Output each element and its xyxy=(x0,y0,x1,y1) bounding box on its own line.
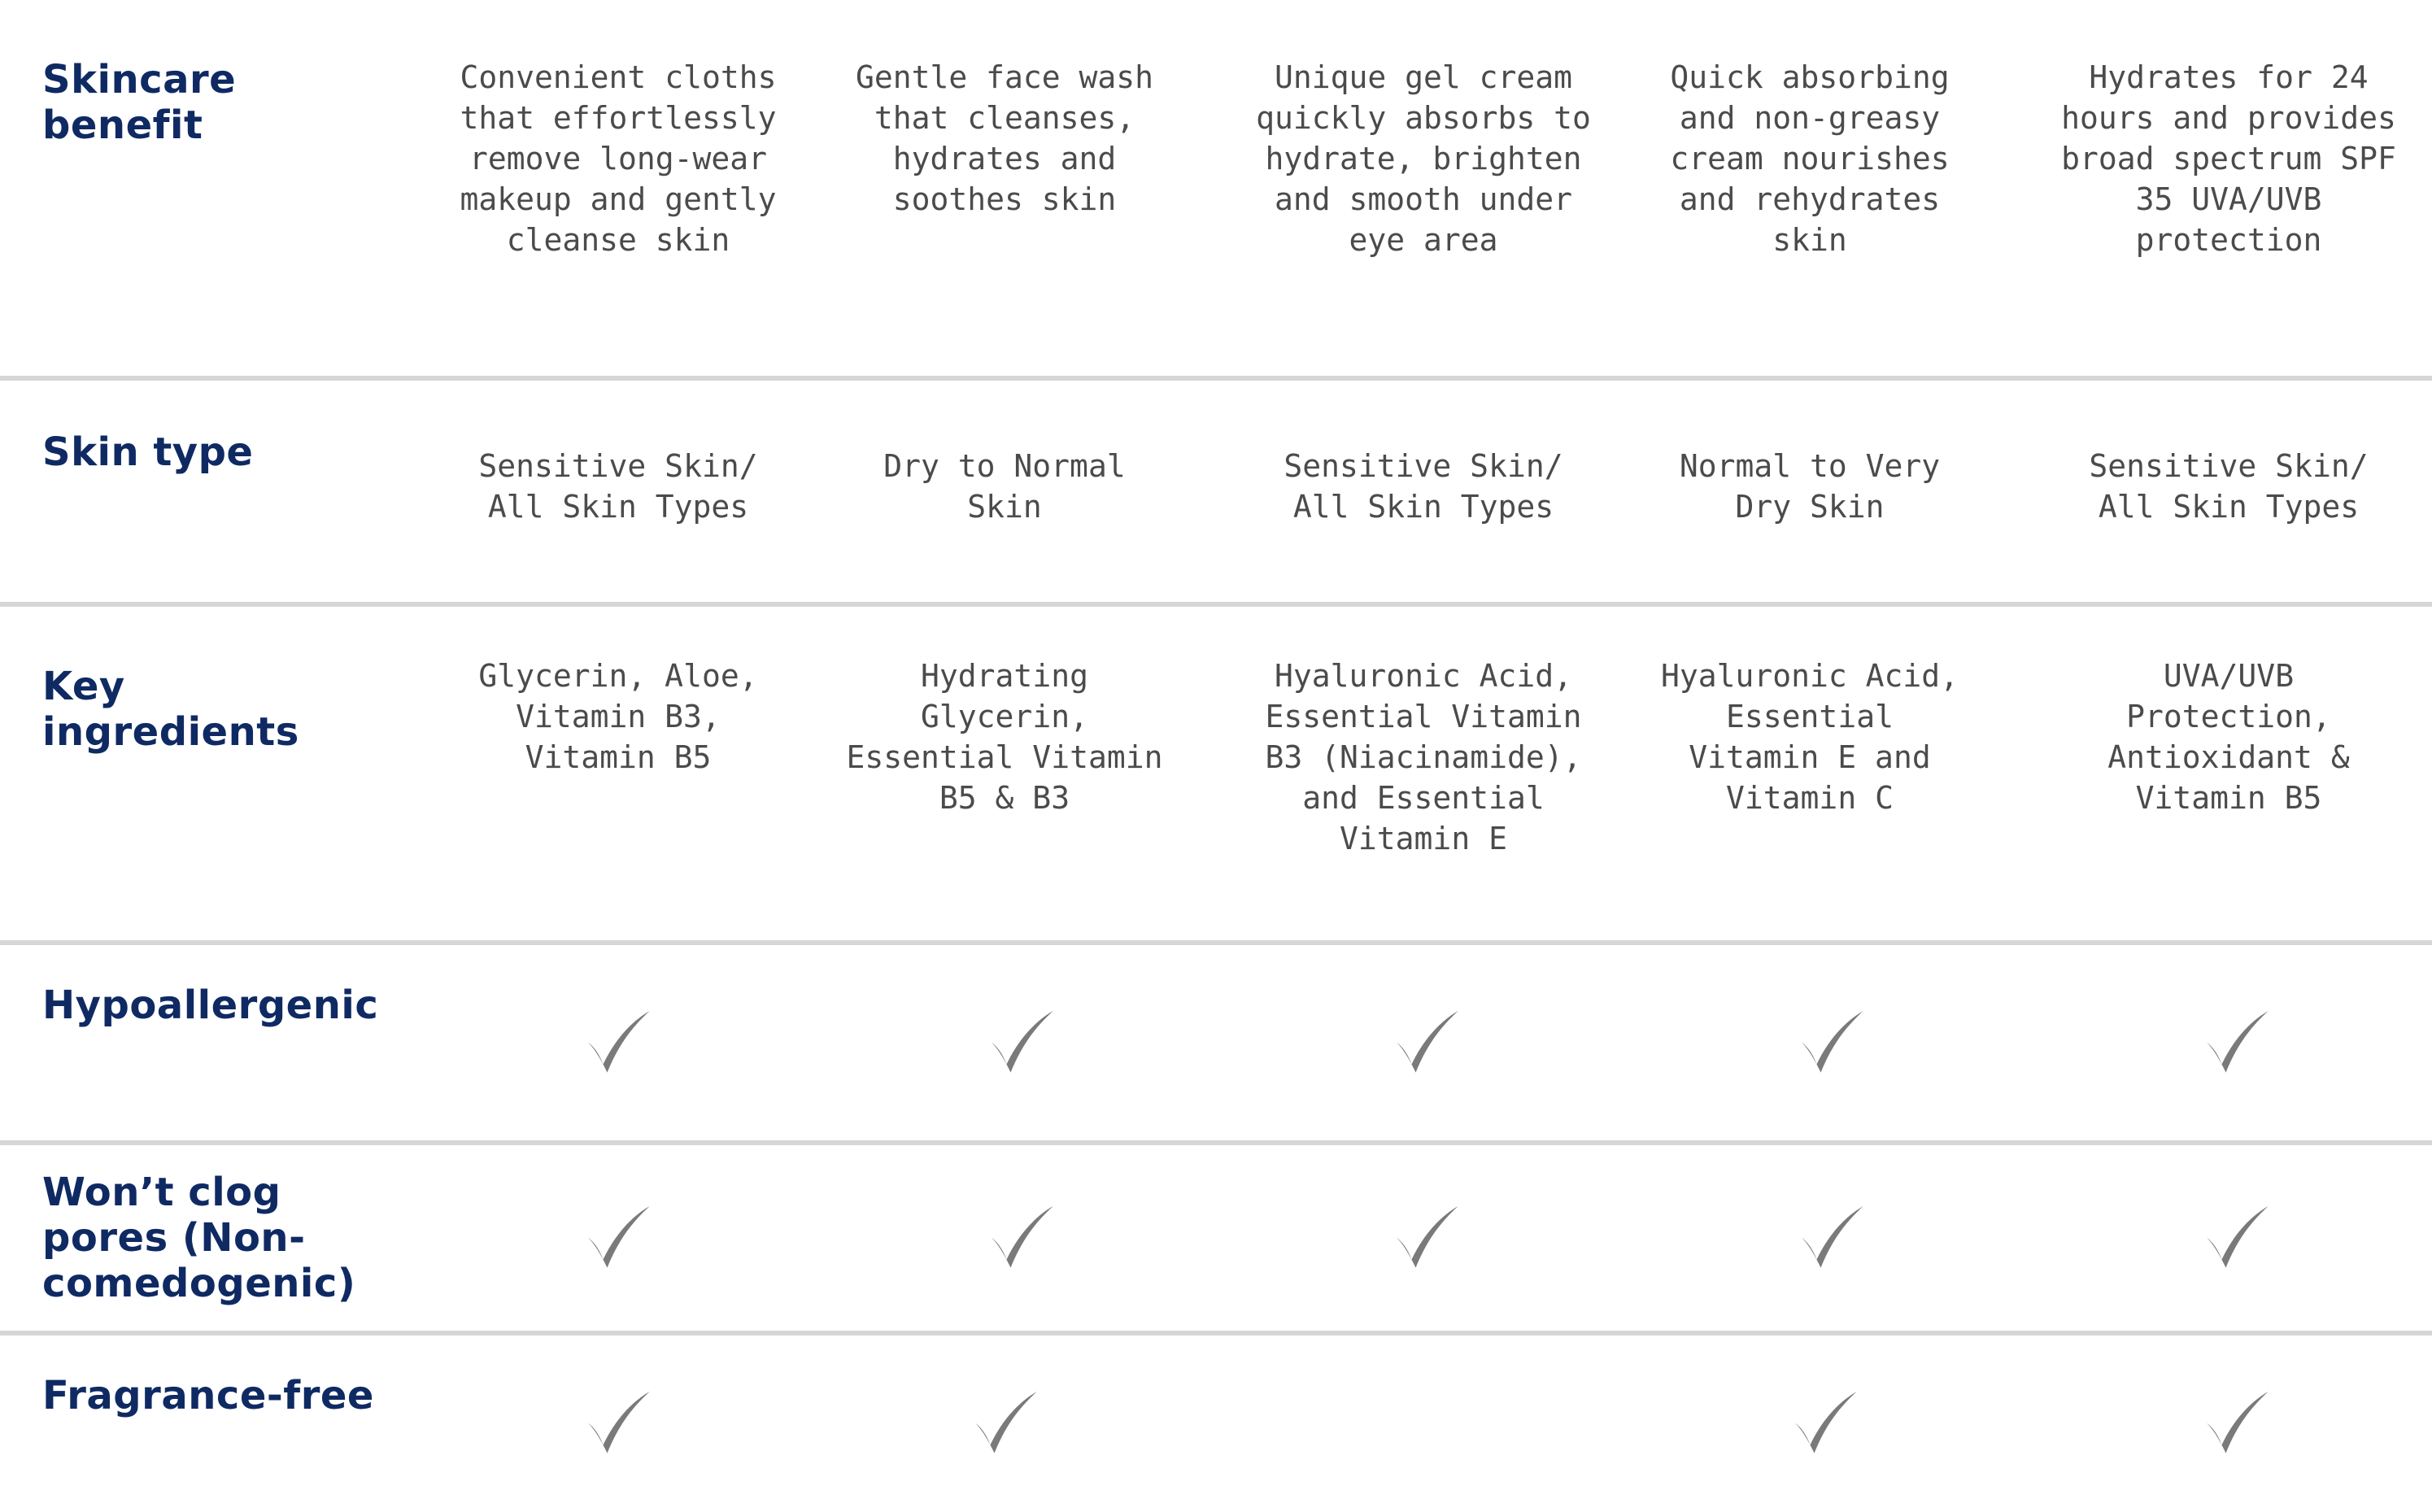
checkmark-icon xyxy=(584,1202,652,1270)
cell-skin-type-3: Sensitive Skin/ All Skin Types xyxy=(1284,448,1563,525)
checkmark-icon xyxy=(987,1007,1056,1075)
checkmark-icon xyxy=(2203,1007,2271,1075)
row-skin-type xyxy=(0,381,2432,602)
cell-skin-type-1: Sensitive Skin/ All Skin Types xyxy=(478,448,758,525)
cell-ingredients-5: UVA/UVB Protection, Antioxidant & Vitamin B5 xyxy=(2107,658,2350,816)
cell-skin-type-2: Dry to Normal Skin xyxy=(883,448,1126,525)
row-fragrance-free xyxy=(0,1336,2432,1512)
row-label-skin-type: Skin type xyxy=(42,429,254,475)
checkmark-icon xyxy=(2203,1388,2271,1456)
checkmark-icon xyxy=(987,1202,1056,1270)
checkmark-icon xyxy=(584,1388,652,1456)
checkmark-icon xyxy=(1791,1388,1859,1456)
cell-ingredients-4: Hyaluronic Acid, Essential Vitamin E and Vitamin C xyxy=(1660,658,1959,816)
row-label-skincare-benefit: Skincare benefit xyxy=(42,57,237,148)
cell-skin-type-5: Sensitive Skin/ All Skin Types xyxy=(2089,448,2369,525)
cell-skin-type-4: Normal to Very Dry Skin xyxy=(1679,448,1941,525)
checkmark-icon xyxy=(584,1007,652,1075)
row-key-ingredients xyxy=(0,607,2432,940)
cell-ingredients-3: Hyaluronic Acid, Essential Vitamin B3 (Niacinamide), and Essential Vitamin E xyxy=(1265,658,1582,856)
checkmark-icon xyxy=(1798,1007,1866,1075)
cell-benefit-4: Quick absorbing and non-greasy cream nourishes and rehydrates skin xyxy=(1670,59,1950,258)
cell-benefit-3: Unique gel cream quickly absorbs to hydrate, brighten and smooth under eye area xyxy=(1256,59,1591,258)
cell-ingredients-1: Glycerin, Aloe, Vitamin B3, Vitamin B5 xyxy=(478,658,758,775)
row-label-non-comedogenic: Won’t clog pores (Non-comedogenic) xyxy=(42,1170,356,1306)
row-label-key-ingredients: Key ingredients xyxy=(42,664,299,755)
row-non-comedogenic xyxy=(0,1145,2432,1331)
checkmark-icon xyxy=(2203,1202,2271,1270)
checkmark-icon xyxy=(971,1388,1039,1456)
row-label-fragrance-free: Fragrance-free xyxy=(42,1373,374,1418)
cell-benefit-1: Convenient cloths that effortlessly remove long-wear makeup and gently cleanse skin xyxy=(460,59,777,258)
row-skincare-benefit xyxy=(0,0,2432,376)
cell-benefit-5: Hydrates for 24 hours and provides broad spectrum SPF 35 UVA/UVB protection xyxy=(2061,59,2396,258)
checkmark-icon xyxy=(1393,1007,1461,1075)
row-label-hypoallergenic: Hypoallergenic xyxy=(42,983,379,1028)
cell-ingredients-2: Hydrating Glycerin, Essential Vitamin B5 & B3 xyxy=(846,658,1163,816)
cell-benefit-2: Gentle face wash that cleanses, hydrates and soothes skin xyxy=(855,59,1154,217)
checkmark-icon xyxy=(1798,1202,1866,1270)
checkmark-icon xyxy=(1393,1202,1461,1270)
row-hypoallergenic xyxy=(0,945,2432,1140)
